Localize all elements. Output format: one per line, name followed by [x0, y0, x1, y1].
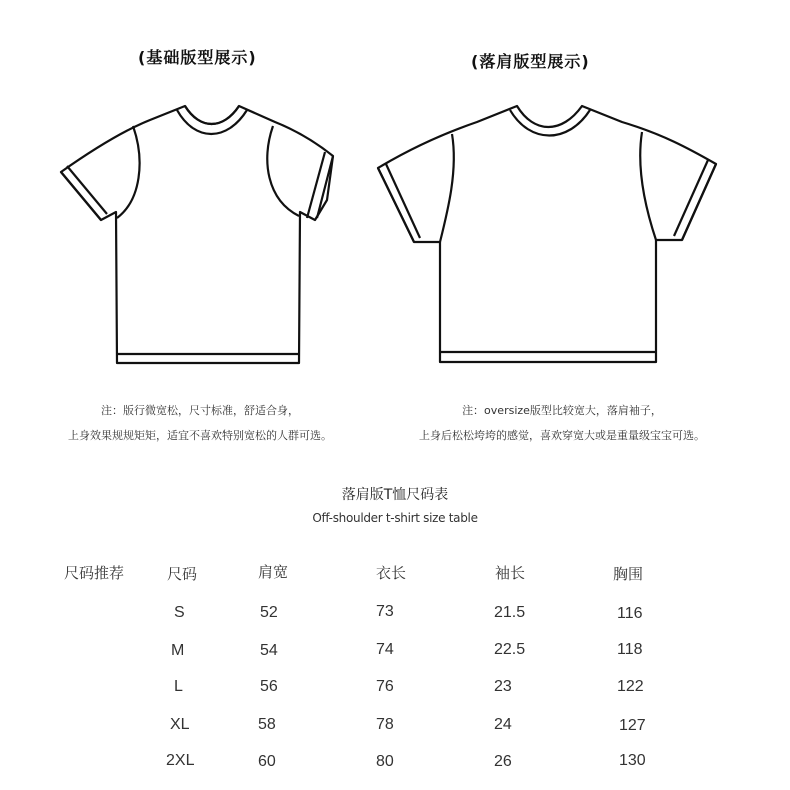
row-m-size: M	[171, 642, 185, 659]
row-l-size: L	[174, 678, 183, 695]
row-xl-chest: 127	[619, 717, 646, 734]
basic-fit-note-line2: 上身效果规规矩矩，适宜不喜欢特别宽松的人群可选。	[68, 429, 332, 442]
row-m-length: 74	[376, 641, 394, 658]
row-2xl-chest: 130	[619, 752, 646, 769]
row-2xl-sleeve: 26	[494, 753, 512, 770]
drop-shoulder-tshirt-illustration	[372, 100, 722, 370]
drop-shoulder-fit-note	[362, 398, 762, 448]
basic-tshirt-illustration	[55, 100, 365, 370]
row-m-sleeve: 22.5	[494, 641, 526, 658]
row-l-chest: 122	[617, 678, 644, 695]
drop-shoulder-fit-note-line1: 注：oversize版型比较宽大，落肩袖子，	[462, 404, 662, 417]
row-s-length: 73	[376, 603, 394, 620]
row-xl-sleeve: 24	[494, 716, 512, 733]
row-s-chest: 116	[617, 605, 643, 622]
row-xl-shoulder: 58	[258, 716, 276, 733]
row-l-shoulder: 56	[260, 678, 278, 695]
row-xl-length: 78	[376, 716, 394, 733]
row-l-length: 76	[376, 678, 394, 695]
header-sleeve-length: 袖长	[495, 564, 526, 582]
row-s-size: S	[174, 604, 185, 621]
header-chest: 胸围	[613, 565, 644, 583]
basic-fit-note-line1: 注：版行微宽松，尺寸标准，舒适合身，	[101, 404, 299, 417]
row-l-sleeve: 23	[494, 678, 512, 695]
row-m-chest: 118	[617, 641, 643, 658]
row-2xl-shoulder: 60	[258, 753, 276, 770]
basic-fit-title: (基础版型展示)	[138, 48, 257, 67]
row-xl-size: XL	[170, 716, 190, 733]
header-shoulder-width: 肩宽	[258, 563, 289, 581]
header-size-recommendation: 尺码推荐	[64, 564, 125, 582]
row-2xl-length: 80	[376, 753, 394, 770]
header-size: 尺码	[167, 565, 198, 583]
row-2xl-size: 2XL	[166, 752, 195, 769]
row-m-shoulder: 54	[260, 642, 278, 659]
drop-shoulder-fit-note-line2: 上身后松松垮垮的感觉，喜欢穿宽大或是重量级宝宝可选。	[419, 429, 705, 442]
row-s-sleeve: 21.5	[494, 604, 526, 621]
size-table-subtitle: Off-shoulder t-shirt size table	[312, 511, 478, 525]
basic-fit-note	[0, 398, 400, 448]
row-s-shoulder: 52	[260, 604, 278, 621]
drop-shoulder-fit-title: (落肩版型展示)	[471, 52, 590, 71]
header-length: 衣长	[376, 564, 407, 582]
size-table-title: 落肩版T恤尺码表	[341, 487, 449, 503]
